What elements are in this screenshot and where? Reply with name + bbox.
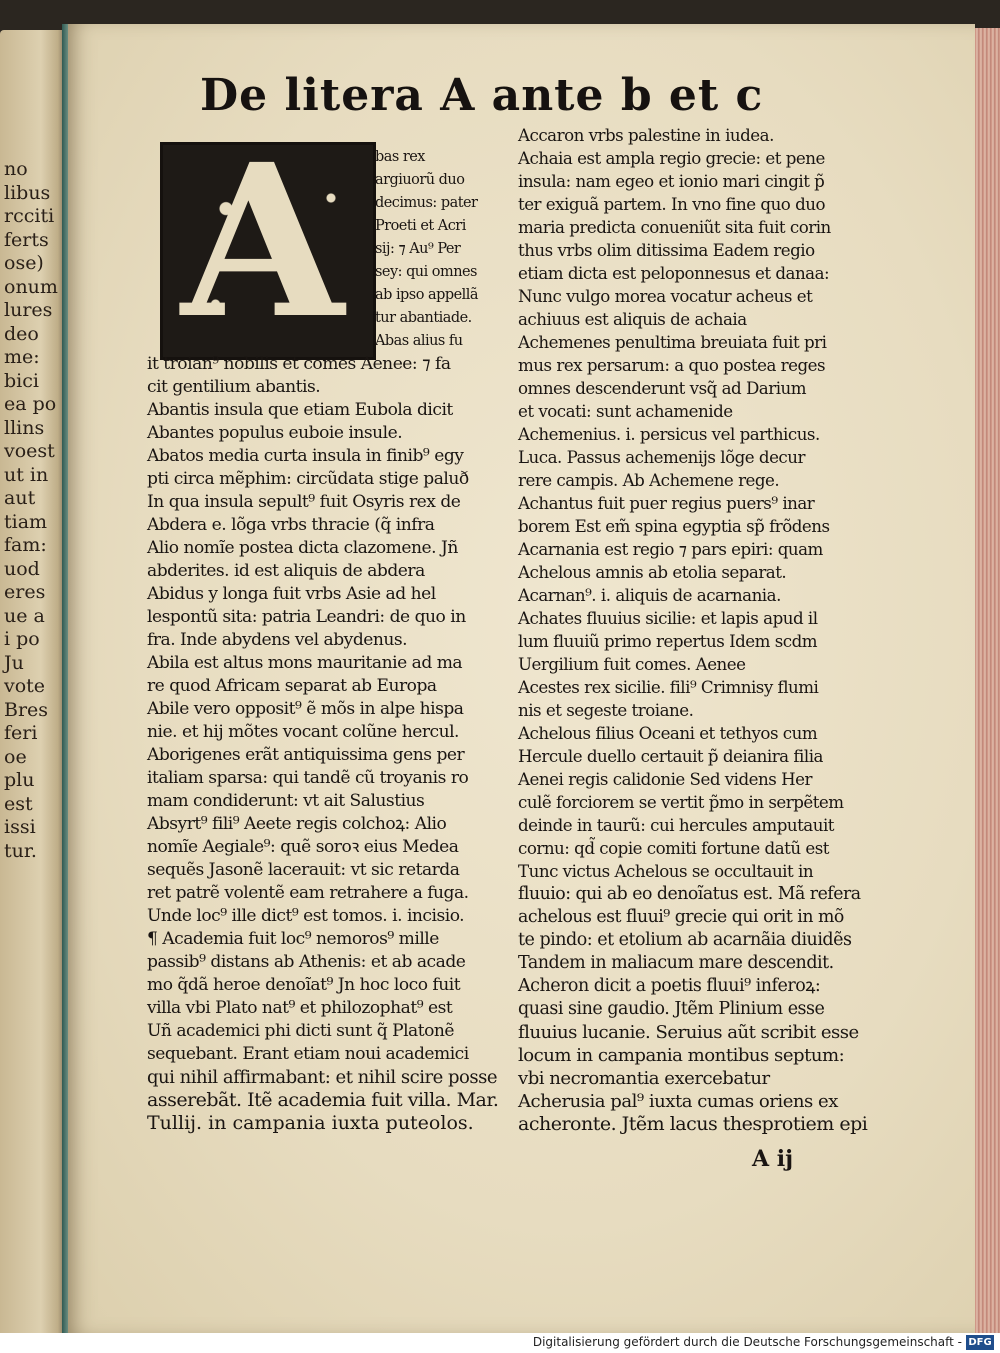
text-line: Acherusia pal⁹ iuxta cumas oriens ex: [518, 1091, 838, 1112]
text-line: lum fluuiũ primo repertus Idem scdm: [518, 632, 818, 651]
left-page-fragment: Bres: [4, 698, 49, 721]
text-line: Achemenes penultima breuiata fuit pri: [518, 333, 827, 352]
left-page-fragment: voest: [4, 440, 55, 462]
text-line: borem Est em̃ spina egyptia sp̃ frõdens: [518, 517, 830, 536]
text-line: fluuius lucanie. Seruius aũt scribit esse: [518, 1022, 859, 1043]
text-line: Acheron dicit a poetis fluui⁹ inferoꝝ:: [518, 976, 821, 996]
text-line: Abantes populus euboie insule.: [147, 423, 403, 443]
text-column-right: [518, 124, 867, 1136]
text-line: Abdera e. lõga vrbs thracie (q̃ infra: [147, 515, 435, 535]
left-page-fragment: me:: [4, 346, 40, 368]
left-page-fragment: tur.: [4, 839, 37, 862]
left-page-fragment: feri: [4, 722, 38, 744]
text-line: Accaron vrbs palestine in iudea.: [518, 126, 774, 145]
text-line: italiam sparsa: qui tandẽ cũ troyanis ro: [147, 768, 469, 788]
text-line: Nunc vulgo morea vocatur acheus et: [518, 287, 813, 306]
text-line: quasi sine gaudio. Jtẽm Plinium esse: [518, 999, 825, 1019]
left-page-fragment: issi: [4, 816, 36, 838]
text-line: Absyrt⁹ fili⁹ Aeete regis colchoꝝ: Alio: [147, 814, 447, 834]
text-line: nis et segeste troiane.: [518, 701, 694, 720]
text-line: fra. Inde abydens vel abydenus.: [147, 630, 408, 650]
left-page-fragment: ea po: [4, 393, 57, 415]
text-line: achelous est fluui⁹ grecie qui orit in mõ: [518, 907, 844, 927]
left-page-fragment: Ju: [4, 651, 24, 674]
left-page-fragment: oe: [4, 745, 27, 768]
text-line: asserebãt. Itẽ academia fuit villa. Mar.: [147, 1089, 499, 1111]
text-column-left: [147, 146, 498, 1135]
left-page-fragment: no: [4, 158, 28, 180]
left-page-fragment: lures: [4, 299, 53, 321]
left-page-fragment: aut: [4, 487, 36, 509]
text-line: qui nihil affirmabant: et nihil scire posse: [147, 1067, 498, 1088]
footer-bar: [0, 1333, 1000, 1353]
text-line: vbi necromantia exercebatur: [518, 1068, 770, 1089]
text-line: Achaia est ampla regio grecie: et pene: [518, 149, 825, 168]
text-line: Proeti et Acri: [375, 218, 466, 234]
left-page-fragment: rcciti: [4, 205, 55, 227]
text-line: Abas alius fu: [375, 333, 463, 349]
text-line: insula: nam egeo et ionio mari cingit p̃: [518, 172, 825, 191]
signature-mark: A ij: [752, 1146, 794, 1172]
left-page-fragment: libus: [4, 181, 51, 204]
left-page-fragment: deo: [4, 322, 39, 345]
text-line: Abila est altus mons mauritanie ad ma: [147, 653, 463, 673]
text-line: nomĩe Aegiale⁹: quẽ soroꝛ eius Medea: [147, 837, 459, 857]
text-line: passib⁹ distans ab Athenis: et ab acade: [147, 952, 466, 972]
text-line: Uergilium fuit comes. Aenee: [518, 655, 746, 674]
text-line: villa vbi Plato nat⁹ et philozophat⁹ est: [147, 998, 453, 1018]
text-line: locum in campania montibus septum:: [518, 1045, 845, 1066]
text-line: ¶ Academia fuit loc⁹ nemoros⁹ mille: [147, 929, 439, 949]
text-line: Tunc victus Achelous se occultauit in: [518, 862, 814, 881]
text-line: Aenei regis calidonie Sed videns Her: [518, 770, 812, 789]
text-line: tur abantiade.: [375, 310, 472, 326]
text-line: nie. et hij mõtes vocant colũne hercul.: [147, 722, 459, 742]
left-page-fragment: ose): [4, 252, 44, 274]
text-line: re quod Africam separat ab Europa: [147, 676, 437, 696]
text-line: ter exiguã partem. In vno fine quo duo: [518, 195, 826, 214]
text-line: Tullij. in campania iuxta puteolos.: [147, 1112, 474, 1134]
text-line: achiuus est aliquis de achaia: [518, 310, 747, 329]
text-line: Tandem in maliacum mare descendit.: [518, 953, 834, 973]
text-line: Abidus y longa fuit vrbs Asie ad hel: [147, 584, 436, 604]
left-page-fragment: est: [4, 792, 33, 815]
text-line: omnes descenderunt vsq̃ ad Darium: [518, 379, 807, 398]
text-line: Hercule duello certauit p̃ deianira filia: [518, 747, 823, 766]
initial-letter: A: [181, 118, 344, 365]
text-line: Achelous filius Oceani et tethyos cum: [518, 724, 818, 743]
left-page-fragment: ut in: [4, 463, 49, 486]
text-line: sey: qui omnes: [375, 264, 477, 280]
left-page-fragment: uod: [4, 557, 40, 580]
text-line: bas rex: [375, 149, 425, 165]
text-line: decimus: pater: [375, 195, 478, 211]
text-line: rere campis. Ab Achemene rege.: [518, 471, 780, 490]
left-page-fragment: i po: [4, 628, 40, 650]
text-line: Achantus fuit puer regius puers⁹ inar: [518, 494, 815, 513]
text-line: Unde loc⁹ ille dict⁹ est tomos. i. incisio.: [147, 906, 465, 926]
text-line: sequẽs Jasonẽ lacerauit: vt sic retarda: [147, 860, 460, 880]
text-line: abderites. id est aliquis de abdera: [147, 561, 425, 581]
text-line: sij: ⁊ Au⁹ Per: [375, 241, 461, 257]
text-line: fluuio: qui ab eo denoĩatus est. Mã refera: [518, 884, 861, 904]
text-line: te pindo: et etolium ab acarnãia diuidẽs: [518, 930, 852, 950]
text-line: Abile vero opposit⁹ ẽ mõs in alpe hispa: [147, 699, 464, 719]
text-line: mus rex persarum: a quo postea reges: [518, 356, 826, 375]
text-line: Achelous amnis ab etolia separat.: [518, 563, 787, 582]
text-line: Luca. Passus achemenijs lõge decur: [518, 448, 805, 467]
running-head: De litera A ante b et c: [200, 70, 764, 121]
text-line: Alio nomĩe postea dicta clazomene. Jñ: [147, 538, 458, 558]
text-line: Aborigenes erãt antiquissima gens per: [147, 745, 465, 765]
text-line: Acarnania est regio ⁊ pars epiri: quam: [518, 540, 823, 559]
text-line: Abatos media curta insula in finib⁹ egy: [147, 446, 464, 466]
left-page-fragment: ue a: [4, 604, 45, 627]
text-line: mam condiderunt: vt ait Salustius: [147, 791, 425, 811]
text-line: cit gentilium abantis.: [147, 377, 321, 397]
text-line: pti circa mẽphim: circũdata stige paluð: [147, 469, 469, 489]
text-line: In qua insula sepult⁹ fuit Osyris rex de: [147, 492, 461, 512]
left-page-edge: [0, 30, 68, 1333]
text-line: lespontũ sita: patria Leandri: de quo in: [147, 607, 466, 627]
text-line: cornu: qd̃ copie comiti fortune datũ est: [518, 839, 829, 858]
text-line: et vocati: sunt achamenide: [518, 402, 733, 421]
text-line: mo q̃dã heroe denoĩat⁹ Jn hoc loco fuit: [147, 975, 461, 995]
text-line: Acarnan⁹. i. aliquis de acarnania.: [518, 586, 781, 605]
text-line: Uñ academici phi dicti sunt q̃ Platonẽ: [147, 1021, 455, 1041]
text-line: thus vrbs olim ditissima Eadem regio: [518, 241, 815, 260]
left-page-fragment: eres: [4, 581, 46, 603]
left-page-fragment: tiam: [4, 510, 48, 533]
text-line: acheronte. Jtẽm lacus thesprotiem epi: [518, 1113, 868, 1135]
text-line: Abantis insula que etiam Eubola dicit: [147, 400, 453, 420]
left-page-fragment: plu: [4, 769, 35, 791]
text-line: argiuorũ duo: [375, 172, 465, 188]
text-line: ab ipso appellã: [375, 287, 478, 303]
text-line: deinde in taurũ: cui hercules amputauit: [518, 816, 834, 835]
text-line: Achemenius. i. persicus vel parthicus.: [518, 425, 820, 444]
text-line: it troian⁹ nobilis et comes Aenee: ⁊ fa: [147, 354, 451, 374]
left-page-fragment: bici: [4, 369, 39, 392]
text-line: ret patrẽ volentẽ eam retrahere a fuga.: [147, 883, 469, 903]
left-page-fragment: fam:: [4, 534, 47, 556]
left-page-fragment: llins: [4, 416, 45, 439]
page-edge-stack: [975, 28, 1000, 1333]
left-page-fragment: vote: [4, 675, 46, 697]
text-line: maria predicta conueniũt sita fuit corin: [518, 218, 831, 237]
text-line: etiam dicta est peloponnesus et danaa:: [518, 264, 830, 283]
text-line: culẽ forciorem se vertit p̃mo in serpẽtem: [518, 793, 844, 812]
left-page-fragment: onum: [4, 275, 58, 298]
footer-credit: Digitalisierung gefördert durch die Deutsche Forschungsgemeinschaft -: [532, 1335, 962, 1349]
left-page-fragment: ferts: [4, 228, 49, 251]
text-line: sequebant. Erant etiam noui academici: [147, 1044, 469, 1064]
text-line: Achates fluuius sicilie: et lapis apud il: [518, 609, 818, 628]
dfg-logo-icon: DFG: [966, 1335, 994, 1350]
text-line: Acestes rex sicilie. fili⁹ Crimnisy flumi: [518, 678, 819, 697]
